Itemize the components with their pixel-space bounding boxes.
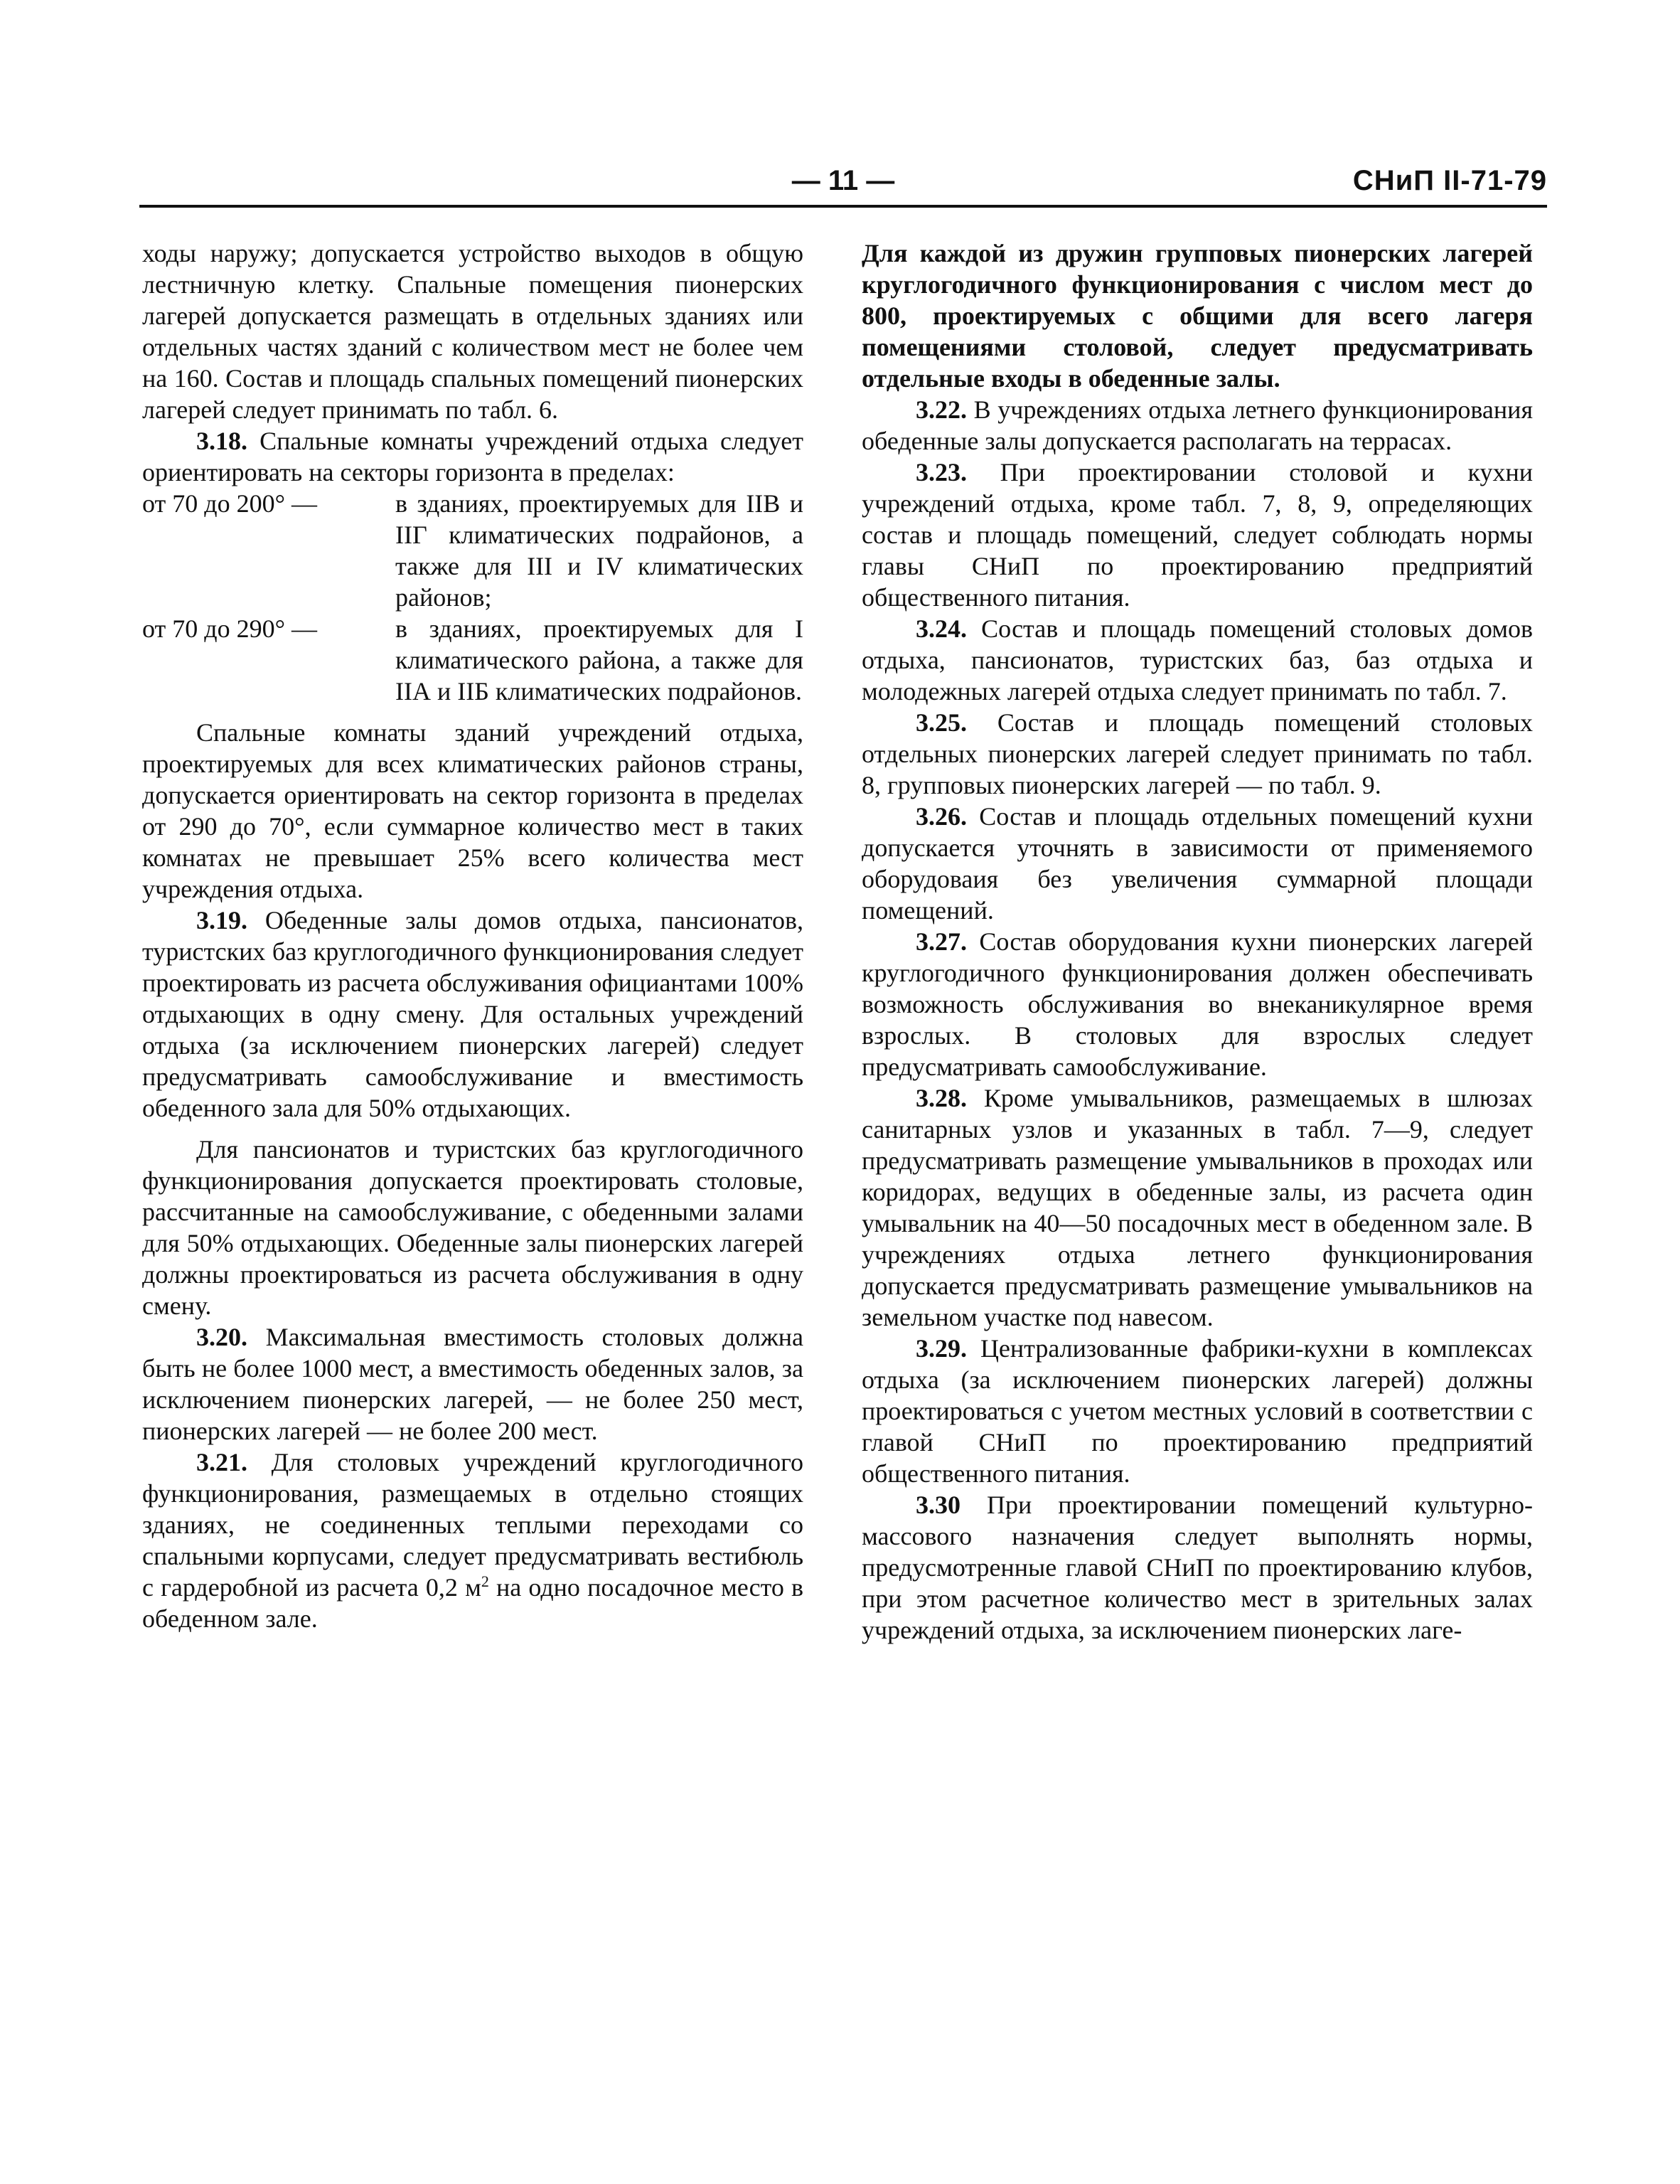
orientation-text: в зданиях, проектируемых для IIВ и IIГ климатических подрайонов, а также для III и IV климатических районов; xyxy=(395,489,803,612)
section-3-20 xyxy=(142,1321,803,1447)
section-text: Состав и площадь помещений столовых домов отдыха, пансионатов, туристских баз, баз отдыха и молодежных лагерей отдыха следует принимать по табл. 7. xyxy=(862,614,1534,705)
superscript: 2 xyxy=(481,1572,489,1590)
paragraph-continuation: Для каждой из дружин групповых пионерских лагерей круглогодичного функционирования с числом мест до 800, проектируемых с общими для всего лагеря помещениями столовой, следует предусматривать отдельные входы в обеденные залы. xyxy=(862,239,1533,393)
page-number: — 11 — xyxy=(791,165,895,196)
section-3-24 xyxy=(862,613,1533,707)
section-3-18 xyxy=(142,425,803,488)
orientation-list xyxy=(142,488,803,707)
section-number: 3.25. xyxy=(916,708,967,737)
paragraph: Спальные комнаты зданий учреждений отдыха, проектируемых для всех климатических районов страны, допускается ориентировать на сектор горизонта в пределах от 290 до 70°, если суммарное количество мест в таких комнатах не превышает 25% всего количества мест учреждения отдыха. xyxy=(142,718,803,903)
section-number: 3.22. xyxy=(916,395,967,424)
section-text: В учреждениях отдыха летнего функционирования обеденные залы допускается располагать на террасах. xyxy=(862,395,1534,455)
section-3-30 xyxy=(862,1489,1533,1646)
document-code: СНиП II-71-79 xyxy=(1352,165,1547,196)
section-number: 3.21. xyxy=(196,1448,247,1476)
section-text: Состав и площадь помещений столовых отдельных пионерских лагерей следует принимать по табл. 8, групповых пионерских лагерей — по табл. 9. xyxy=(862,708,1533,799)
section-text-end: на одно посадочное место в обеденном зале. xyxy=(142,1573,803,1633)
right-column xyxy=(862,238,1533,1646)
section-number: 3.18. xyxy=(196,427,247,455)
section-number: 3.27. xyxy=(916,927,967,956)
section-text: Состав и площадь отдельных помещений кухни допускается уточнять в зависимости от применяемого оборудоваия без увеличения суммарной площади помещений. xyxy=(862,802,1533,925)
section-text: Централизованные фабрики-кухни в комплексах отдыха (за исключением пионерских лагерей) должны проектироваться с учетом местных условий в соответствии с главой СНиП по проектированию предприятий общественного питания. xyxy=(862,1334,1533,1488)
orientation-text: в зданиях, проектируемых для I климатического района, а также для IIА и IIБ климатических подрайонов. xyxy=(395,614,803,705)
section-number: 3.24. xyxy=(916,614,967,643)
section-text: При проектировании столовой и кухни учреждений отдыха, кроме табл. 7, 8, 9, определяющих состав и площадь помещений, следует соблюдать нормы главы СНиП по проектированию предприятий общественного питания. xyxy=(862,458,1534,612)
section-3-22 xyxy=(862,394,1533,457)
paragraph-continuation: ходы наружу; допускается устройство выходов в общую лестничную клетку. Спальные помещения пионерских лагерей допускается размещать в отдельных зданиях или отдельных частях зданий с количеством мест не более чем на 160. Состав и площадь спальных помещений пионерских лагерей следует принимать по табл. 6. xyxy=(142,239,803,424)
section-number: 3.29. xyxy=(916,1334,967,1363)
section-text: Максимальная вместимость столовых должна быть не более 1000 мест, а вместимость обеденных залов, за исключением пионерских лагерей, — не более 250 мест, пионерских лагерей — не более 200 мест. xyxy=(142,1323,803,1445)
section-number: 3.20. xyxy=(196,1323,247,1351)
section-3-26 xyxy=(862,801,1533,926)
section-3-19 xyxy=(142,905,803,1124)
section-number: 3.26. xyxy=(916,802,967,831)
section-text: Состав оборудования кухни пионерских лагерей круглогодичного функционирования должен обеспечивать возможность обслуживания во внеканикулярное время взрослых. В столовых для взрослых следует предусматривать самообслуживание. xyxy=(862,927,1534,1081)
section-text: При проектировании помещений культурно-массового назначения следует выполнять нормы, предусмотренные главой СНиП по проектированию клубов, при этом расчетное количество мест в зрительных залах учреждений отдыха, за исключением пионерских лаге- xyxy=(862,1491,1533,1644)
right-sections xyxy=(862,394,1533,1646)
section-3-21 xyxy=(142,1447,803,1634)
section-3-23 xyxy=(862,457,1533,613)
section-3-27 xyxy=(862,926,1533,1082)
section-text: Кроме умывальников, размещаемых в шлюзах санитарных узлов и указанных в табл. 7—9, следует предусматривать размещение умывальников в проходах или коридорах, ведущих в обеденные залы, из расчета один умывальник на 40—50 посадочных мест в обеденном зале. В учреждениях отдыха летнего функционирования допускается предусматривать размещение умывальников на земельном участке под навесом. xyxy=(862,1084,1533,1331)
header-rule xyxy=(139,205,1547,208)
page-header xyxy=(139,161,1547,203)
section-text: Для столовых учреждений круглогодичного функционирования, размещаемых в отдельно стоящих зданиях, не соединенных теплыми переходами со спальными корпусами, следует предусматривать вестибюль с гардеробной из расчета 0,2 м xyxy=(142,1448,803,1602)
paragraph: Для пансионатов и туристских баз круглогодичного функционирования допускается проектировать столовые, рассчитанные на самообслуживание, с обеденными залами для 50% отдыхающих. Обеденные залы пионерских лагерей должны проектироваться из расчета обслуживания в одну смену. xyxy=(142,1135,803,1320)
orientation-range: от 70 до 290° — xyxy=(142,614,317,643)
orientation-item xyxy=(142,613,803,707)
section-text: Спальные комнаты учреждений отдыха следует ориентировать на секторы горизонта в пределах: xyxy=(142,427,803,486)
section-number: 3.28. xyxy=(916,1084,967,1112)
section-number: 3.19. xyxy=(196,906,247,934)
section-3-25 xyxy=(862,707,1533,801)
section-number: 3.30 xyxy=(916,1491,961,1519)
left-column xyxy=(142,238,803,1634)
section-3-28 xyxy=(862,1082,1533,1333)
orientation-item xyxy=(142,488,803,613)
orientation-range: от 70 до 200° — xyxy=(142,489,317,518)
section-3-29 xyxy=(862,1333,1533,1489)
section-number: 3.23. xyxy=(916,458,967,486)
section-text: Обеденные залы домов отдыха, пансионатов, туристских баз круглогодичного функционирования следует проектировать из расчета обслуживания официантами 100% отдыхающих в одну смену. Для остальных учреждений отдыха (за исключением пионерских лагерей) следует предусматривать самообслуживание и вместимость обеденного зала для 50% отдыхающих. xyxy=(142,906,804,1122)
